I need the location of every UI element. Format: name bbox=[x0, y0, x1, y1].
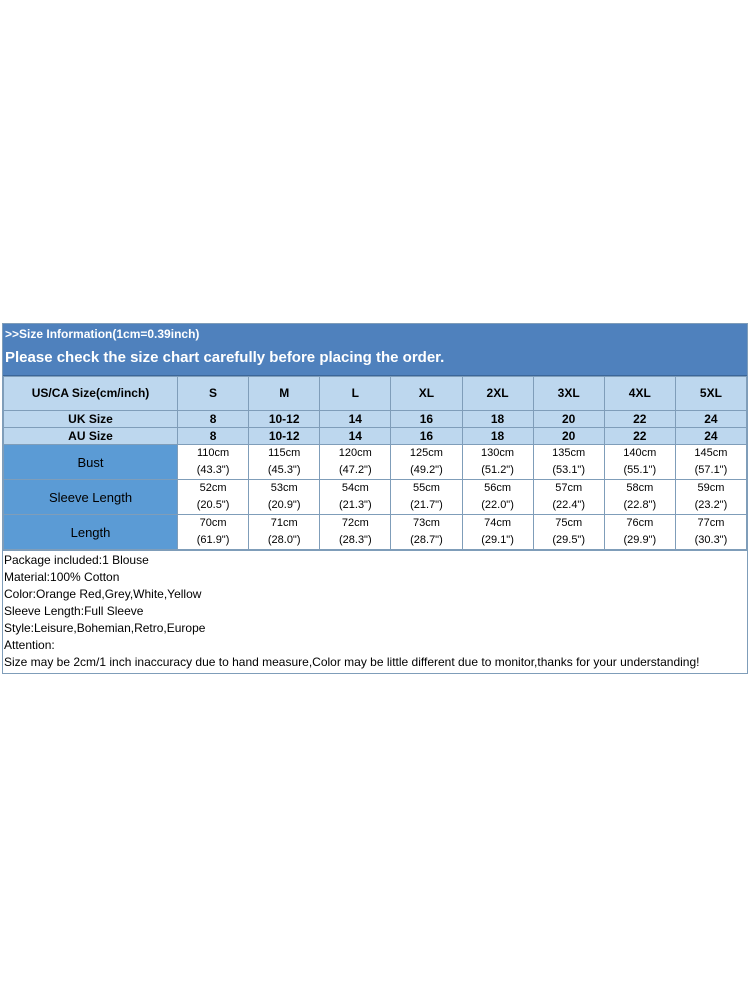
au-size-cell: 16 bbox=[391, 428, 462, 445]
cm-value: 110cm bbox=[196, 447, 230, 459]
cm-value: 76cm bbox=[626, 517, 654, 529]
size-cell: M bbox=[249, 377, 320, 411]
measurement-row bbox=[4, 480, 747, 515]
size-info-banner bbox=[3, 324, 747, 376]
measurement-cell bbox=[391, 480, 462, 515]
size-chart bbox=[2, 323, 748, 674]
cm-value: 53cm bbox=[270, 482, 298, 494]
cm-value: 74cm bbox=[484, 517, 512, 529]
inch-value: (51.2") bbox=[481, 464, 514, 476]
measurement-cell bbox=[533, 480, 604, 515]
product-notes bbox=[3, 550, 747, 673]
inch-value: (29.1") bbox=[481, 534, 514, 546]
inch-value: (20.5") bbox=[196, 499, 230, 511]
au-size-cell: 10-12 bbox=[249, 428, 320, 445]
note-line: Material:100% Cotton bbox=[4, 570, 120, 584]
us-size-row bbox=[4, 377, 747, 411]
cm-value: 73cm bbox=[412, 517, 440, 529]
note-line: Package included:1 Blouse bbox=[4, 553, 149, 567]
measurement-cell bbox=[320, 515, 391, 550]
inch-value: (61.9") bbox=[196, 534, 230, 546]
measurement-label: Length bbox=[4, 515, 178, 550]
cm-value: 54cm bbox=[341, 482, 369, 494]
measurement-cell bbox=[462, 480, 533, 515]
note-line: Attention: bbox=[4, 638, 55, 652]
measurement-cell bbox=[249, 480, 320, 515]
measurement-cell bbox=[462, 445, 533, 480]
us-size-label: US/CA Size(cm/inch) bbox=[4, 377, 178, 411]
measurement-cell bbox=[320, 445, 391, 480]
cm-value: 140cm bbox=[623, 447, 657, 459]
measurement-cell bbox=[178, 480, 249, 515]
inch-value: (49.2") bbox=[410, 464, 443, 476]
cm-value: 52cm bbox=[199, 482, 227, 494]
cm-value: 72cm bbox=[341, 517, 369, 529]
measurement-cell bbox=[675, 515, 746, 550]
cm-value: 120cm bbox=[338, 447, 372, 459]
inch-value: (28.3") bbox=[338, 534, 372, 546]
measurement-cell bbox=[320, 480, 391, 515]
size-cell: L bbox=[320, 377, 391, 411]
inch-value: (20.9") bbox=[267, 499, 301, 511]
inch-value: (21.7") bbox=[410, 499, 443, 511]
measurement-cell bbox=[675, 445, 746, 480]
cm-value: 57cm bbox=[555, 482, 583, 494]
cm-value: 77cm bbox=[697, 517, 725, 529]
measurement-cell bbox=[249, 445, 320, 480]
measurement-label: Sleeve Length bbox=[4, 480, 178, 515]
note-line: Style:Leisure,Bohemian,Retro,Europe bbox=[4, 621, 206, 635]
cm-value: 145cm bbox=[694, 447, 728, 459]
inch-value: (45.3") bbox=[267, 464, 301, 476]
measurement-cell bbox=[533, 445, 604, 480]
uk-size-cell: 16 bbox=[391, 411, 462, 428]
au-size-cell: 14 bbox=[320, 428, 391, 445]
inch-value: (47.2") bbox=[338, 464, 372, 476]
uk-size-cell: 24 bbox=[675, 411, 746, 428]
inch-value: (28.0") bbox=[267, 534, 301, 546]
inch-value: (22.4") bbox=[552, 499, 585, 511]
inch-value: (30.3") bbox=[694, 534, 728, 546]
inch-value: (55.1") bbox=[623, 464, 657, 476]
inch-value: (23.2") bbox=[694, 499, 728, 511]
inch-value: (22.0") bbox=[481, 499, 514, 511]
uk-size-cell: 18 bbox=[462, 411, 533, 428]
cm-value: 130cm bbox=[481, 447, 515, 459]
measurement-label: Bust bbox=[4, 445, 178, 480]
cm-value: 55cm bbox=[412, 482, 440, 494]
note-line: Sleeve Length:Full Sleeve bbox=[4, 604, 144, 618]
uk-size-cell: 22 bbox=[604, 411, 675, 428]
inch-value: (29.5") bbox=[552, 534, 585, 546]
measurement-cell bbox=[604, 445, 675, 480]
measurement-cell bbox=[178, 515, 249, 550]
measurement-cell bbox=[462, 515, 533, 550]
measurement-row bbox=[4, 515, 747, 550]
size-cell: 3XL bbox=[533, 377, 604, 411]
inch-value: (29.9") bbox=[623, 534, 657, 546]
measurement-cell bbox=[391, 445, 462, 480]
au-size-cell: 24 bbox=[675, 428, 746, 445]
uk-size-cell: 8 bbox=[178, 411, 249, 428]
measurement-cell bbox=[604, 515, 675, 550]
measurement-row bbox=[4, 445, 747, 480]
measurement-cell bbox=[675, 480, 746, 515]
note-line: Color:Orange Red,Grey,White,Yellow bbox=[4, 587, 202, 601]
au-size-cell: 20 bbox=[533, 428, 604, 445]
measurement-cell bbox=[604, 480, 675, 515]
size-info-subtitle: Please check the size chart carefully before placing the order. bbox=[5, 349, 445, 366]
measurement-cell bbox=[249, 515, 320, 550]
au-size-cell: 18 bbox=[462, 428, 533, 445]
note-line: Size may be 2cm/1 inch inaccuracy due to hand measure,Color may be little different due to monitor,thanks for your understanding! bbox=[4, 655, 700, 669]
inch-value: (28.7") bbox=[410, 534, 443, 546]
size-cell: S bbox=[178, 377, 249, 411]
inch-value: (53.1") bbox=[552, 464, 585, 476]
cm-value: 115cm bbox=[268, 447, 301, 459]
measurement-cell bbox=[178, 445, 249, 480]
au-size-cell: 22 bbox=[604, 428, 675, 445]
size-cell: XL bbox=[391, 377, 462, 411]
cm-value: 71cm bbox=[270, 517, 298, 529]
au-size-cell: 8 bbox=[178, 428, 249, 445]
cm-value: 70cm bbox=[199, 517, 227, 529]
cm-value: 125cm bbox=[409, 447, 443, 459]
au-size-row bbox=[4, 428, 747, 445]
uk-size-row bbox=[4, 411, 747, 428]
cm-value: 59cm bbox=[697, 482, 725, 494]
size-cell: 5XL bbox=[675, 377, 746, 411]
au-size-label: AU Size bbox=[4, 428, 178, 445]
size-table bbox=[3, 376, 747, 550]
cm-value: 135cm bbox=[552, 447, 586, 459]
inch-value: (21.3") bbox=[338, 499, 372, 511]
measurement-cell bbox=[391, 515, 462, 550]
cm-value: 75cm bbox=[555, 517, 583, 529]
uk-size-label: UK Size bbox=[4, 411, 178, 428]
size-cell: 4XL bbox=[604, 377, 675, 411]
cm-value: 56cm bbox=[484, 482, 512, 494]
inch-value: (22.8") bbox=[623, 499, 657, 511]
size-info-title: >>Size Information(1cm=0.39inch) bbox=[5, 327, 200, 341]
inch-value: (57.1") bbox=[694, 464, 728, 476]
uk-size-cell: 14 bbox=[320, 411, 391, 428]
uk-size-cell: 10-12 bbox=[249, 411, 320, 428]
uk-size-cell: 20 bbox=[533, 411, 604, 428]
cm-value: 58cm bbox=[626, 482, 654, 494]
measurement-cell bbox=[533, 515, 604, 550]
inch-value: (43.3") bbox=[196, 464, 230, 476]
size-cell: 2XL bbox=[462, 377, 533, 411]
